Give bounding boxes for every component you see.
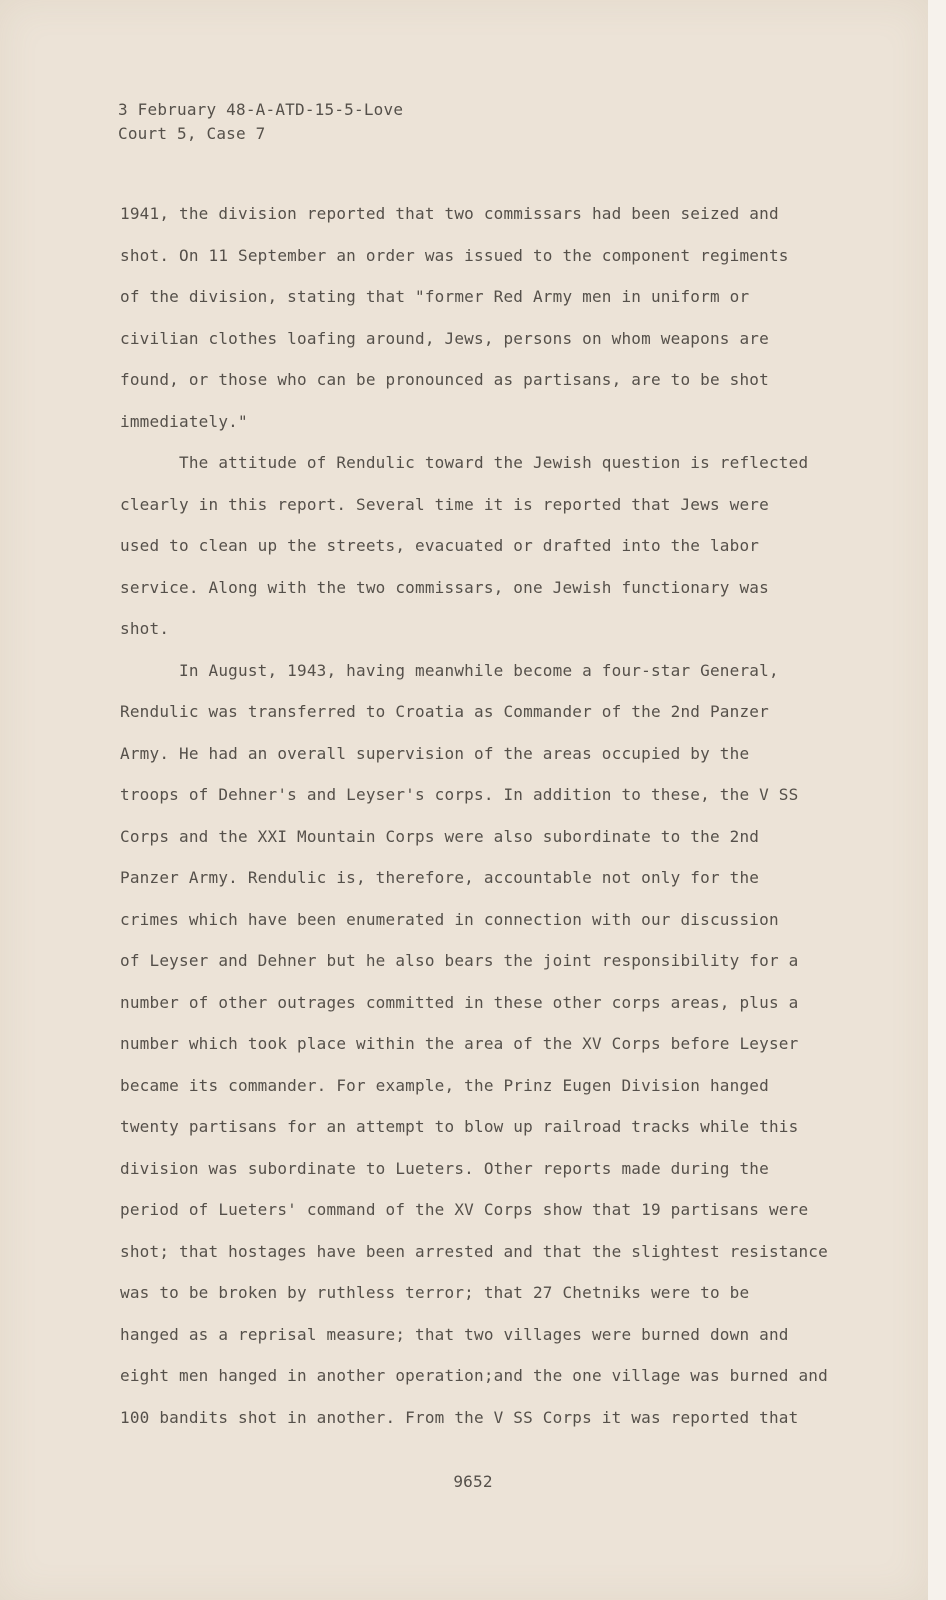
text-line: twenty partisans for an attempt to blow up railroad tracks while this	[120, 1117, 799, 1136]
page-edge	[928, 0, 946, 1600]
text-line: Army. He had an overall supervision of the areas occupied by the	[120, 743, 750, 763]
text-line: clearly in this report. Several time it is reported that Jews were	[120, 494, 769, 514]
text-line: Rendulic was transferred to Croatia as Commander of the 2nd Panzer	[120, 702, 769, 721]
text-line: civilian clothes loafing around, Jews, persons on whom weapons are	[120, 328, 769, 348]
text-line: number which took place within the area of the XV Corps before Leyser	[120, 1034, 799, 1053]
text-line: used to clean up the streets, evacuated or drafted into the labor	[120, 536, 760, 555]
text-line: was to be broken by ruthless terror; that 27 Chetniks were to be	[120, 1283, 750, 1302]
text-line: troops of Dehner's and Leyser's corps. In addition to these, the V SS	[120, 785, 799, 804]
text-line: In August, 1943, having meanwhile become a four-star General,	[120, 660, 779, 680]
text-line: Corps and the XXI Mountain Corps were also subordinate to the 2nd	[120, 826, 760, 846]
text-line: immediately."	[120, 411, 248, 431]
body-text	[120, 193, 880, 1438]
text-line: 100 bandits shot in another. From the V SS Corps it was reported that	[120, 1407, 799, 1427]
text-line: period of Lueters' command of the XV Corps show that 19 partisans were	[120, 1200, 809, 1219]
header-date-reference: 3 February 48-A-ATD-15-5-Love	[118, 100, 404, 119]
text-line: of the division, stating that "former Red Army men in uniform or	[120, 287, 750, 306]
text-line: shot.	[120, 619, 170, 638]
text-line: division was subordinate to Lueters. Other reports made during the	[120, 1158, 769, 1178]
document-header	[118, 98, 403, 146]
text-line: of Leyser and Dehner but he also bears the joint responsibility for a	[120, 951, 799, 970]
text-line: Panzer Army. Rendulic is, therefore, accountable not only for the	[120, 868, 760, 887]
header-court-case: Court 5, Case 7	[118, 124, 266, 143]
page-number: 9652	[453, 1472, 493, 1491]
text-line: eight men hanged in another operation;and the one village was burned and	[120, 1366, 828, 1385]
text-line: hanged as a reprisal measure; that two villages were burned down and	[120, 1324, 789, 1344]
text-line: found, or those who can be pronounced as partisans, are to be shot	[120, 370, 769, 389]
text-line: 1941, the division reported that two commissars had been seized and	[120, 204, 779, 223]
text-line: number of other outrages committed in these other corps areas, plus a	[120, 992, 799, 1012]
text-line: crimes which have been enumerated in connection with our discussion	[120, 909, 779, 929]
text-line: shot. On 11 September an order was issued to the component regiments	[120, 245, 789, 265]
text-line: service. Along with the two commissars, one Jewish functionary was	[120, 577, 769, 597]
text-line: shot; that hostages have been arrested and that the slightest resistance	[120, 1241, 828, 1261]
text-line: The attitude of Rendulic toward the Jewish question is reflected	[120, 453, 809, 472]
text-line: became its commander. For example, the Prinz Eugen Division hanged	[120, 1075, 769, 1095]
